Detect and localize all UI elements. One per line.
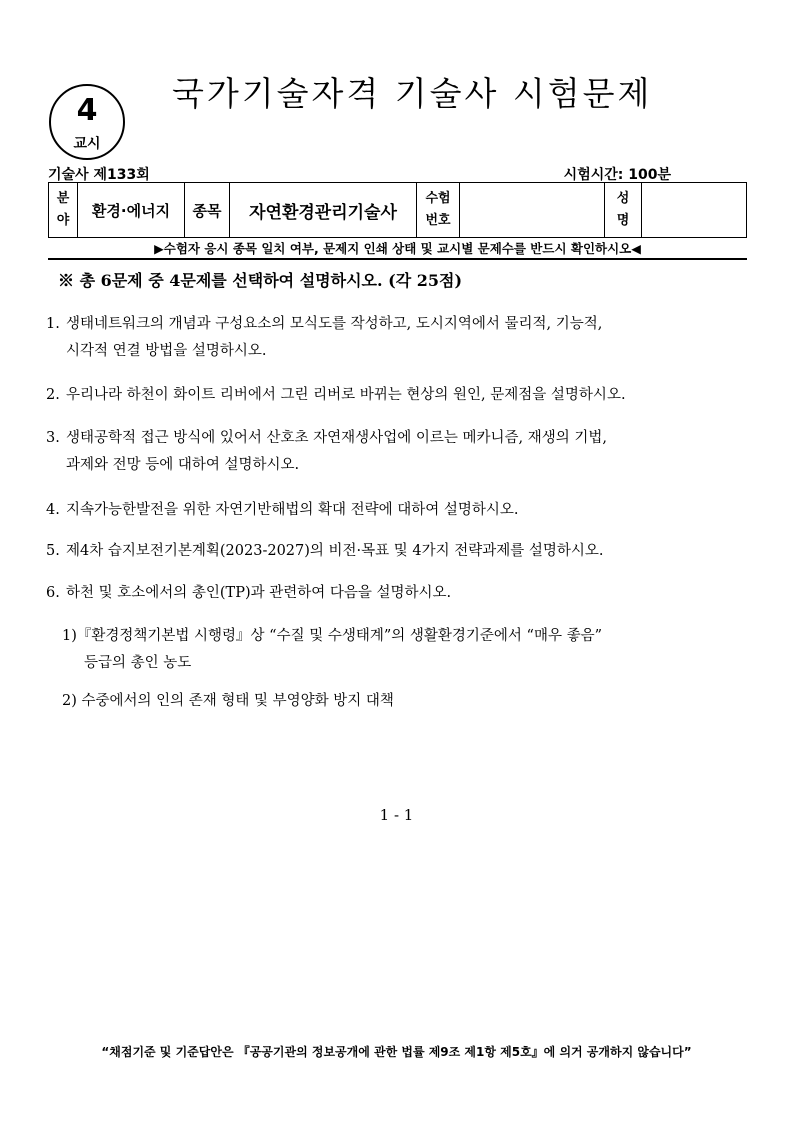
period-label: 교시 — [73, 136, 101, 152]
info-table — [48, 182, 747, 238]
page-title: 국가기술자격 기술사 시험문제 — [172, 74, 653, 113]
field-value: 환경·에너지 — [78, 183, 185, 238]
category-value: 자연환경관리기술사 — [230, 183, 417, 238]
question-2: 2. 우리나라 하천이 화이트 리버에서 그린 리버로 바뀌는 현상의 원인, 문제점을 설명하시오. — [46, 387, 626, 403]
divider — [48, 258, 747, 260]
question-5: 5. 제4차 습지보전기본계획(2023-2027)의 비전·목표 및 4가지 전략과제를 설명하시오. — [46, 543, 604, 559]
question-3: 3. 생태공학적 접근 방식에 있어서 산호초 자연재생사업에 이르는 메카니즘, 재생의 기법, 과제와 전망 등에 대하여 설명하시오. — [46, 430, 607, 473]
name-label: 성 명 — [605, 183, 642, 238]
question-4: 4. 지속가능한발전을 위한 자연기반해법의 확대 전략에 대하여 설명하시오. — [46, 502, 519, 518]
exam-number-label: 수험 번호 — [417, 183, 460, 238]
category-label: 종목 — [185, 183, 230, 238]
notice: ▶수험자 응시 종목 일치 여부, 문제지 인쇄 상태 및 교시별 문제수를 반드시 확인하시오◀ — [154, 241, 641, 256]
name-field[interactable] — [642, 183, 747, 238]
subquestion-2: 2) 수중에서의 인의 존재 형태 및 부영양화 방지 대책 — [62, 693, 394, 709]
instruction: ※ 총 6문제 중 4문제를 선택하여 설명하시오. (각 25점) — [58, 271, 463, 290]
period-number: 4 — [76, 93, 98, 128]
exam-number-field[interactable] — [460, 183, 605, 238]
footer-note: “채점기준 및 기준답안은 『공공기관의 정보공개에 관한 법률 제9조 제1항 제5호』에 의거 공개하지 않습니다” — [101, 1045, 692, 1059]
exam-time: 시험시간: 100분 — [563, 167, 671, 183]
period-badge — [49, 84, 125, 160]
question-6: 6. 하천 및 호소에서의 총인(TP)과 관련하여 다음을 설명하시오. — [46, 585, 452, 601]
question-1: 1. 생태네트워크의 개념과 구성요소의 모식도를 작성하고, 도시지역에서 물리적, 기능적, 시각적 연결 방법을 설명하시오. — [46, 316, 603, 359]
page-number: 1 - 1 — [379, 806, 414, 824]
field-label: 분 야 — [49, 183, 78, 238]
subquestion-1: 1)『환경정책기본법 시행령』상 “수질 및 수생태계”의 생활환경기준에서 “매우 좋음” 등급의 총인 농도 — [62, 628, 603, 671]
exam-session: 기술사 제133회 — [48, 167, 150, 183]
